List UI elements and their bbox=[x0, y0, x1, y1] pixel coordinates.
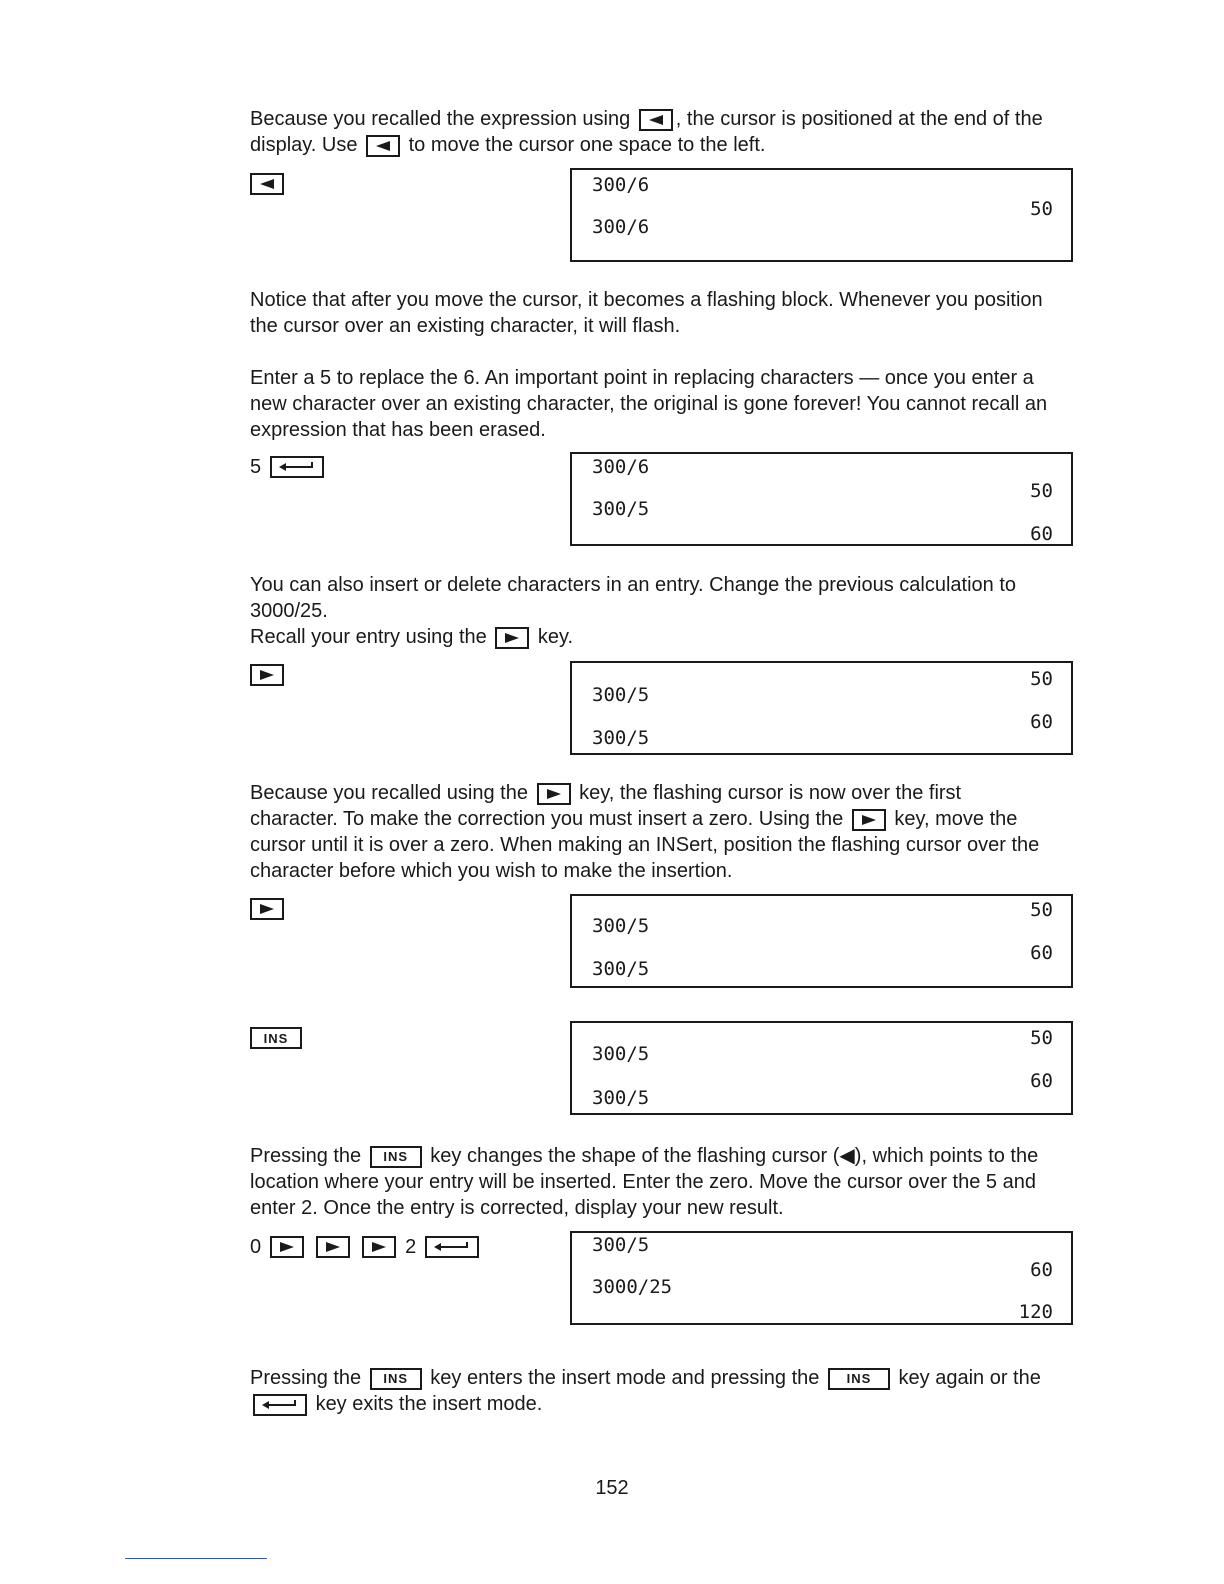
calculator-display-4 bbox=[570, 894, 1073, 988]
display-line-2: 300/5 bbox=[592, 498, 650, 520]
display-result-2: 60 bbox=[1030, 711, 1053, 733]
display-line-1: 300/5 bbox=[592, 915, 650, 937]
display-line-2: 300/5 bbox=[592, 958, 650, 980]
display-result-1: 50 bbox=[1030, 899, 1053, 921]
display-result-2: 60 bbox=[1030, 523, 1053, 545]
right-arrow-key-icon bbox=[495, 627, 529, 649]
display-result-2: 120 bbox=[1018, 1301, 1053, 1323]
display-line-1: 300/5 bbox=[592, 1234, 650, 1256]
left-arrow-key-icon bbox=[639, 109, 673, 131]
footer-rule bbox=[125, 1558, 267, 1559]
calculator-display-5 bbox=[570, 1021, 1073, 1115]
display-line-2: 3000/25 bbox=[592, 1276, 673, 1298]
keystroke-step-1 bbox=[250, 172, 287, 196]
right-arrow-key-icon bbox=[270, 1236, 304, 1258]
display-result-1: 50 bbox=[1030, 668, 1053, 690]
keystroke-step-6: 0 2 bbox=[250, 1235, 482, 1259]
calculator-display-6 bbox=[570, 1231, 1073, 1325]
ins-key: INS bbox=[370, 1146, 422, 1168]
calculator-display-2 bbox=[570, 452, 1073, 546]
ins-key: INS bbox=[250, 1027, 302, 1049]
notice-paragraph: Notice that after you move the cursor, it becomes a flashing block. Whenever you position the cursor over an existing character, it will flash. bbox=[250, 289, 1043, 337]
display-line-2: 300/6 bbox=[592, 216, 650, 238]
right-arrow-key-icon bbox=[250, 898, 284, 920]
display-result-1: 50 bbox=[1030, 198, 1053, 220]
enter-key-icon bbox=[253, 1394, 307, 1416]
cursor-paragraph: Because you recalled using the key, the flashing cursor is now over the first character. To make the correction you must insert a zero. Using the key, move the cursor until it is over a zero. When making an INSert, position the flashing cursor over the character before which you wish to make the insertion. bbox=[250, 782, 1040, 882]
display-result-2: 60 bbox=[1030, 1070, 1053, 1092]
ins-key: INS bbox=[370, 1368, 422, 1390]
display-result-2: 60 bbox=[1030, 942, 1053, 964]
display-line-2: 300/5 bbox=[592, 727, 650, 749]
right-arrow-key-icon bbox=[852, 809, 886, 831]
insert-mode-paragraph: Pressing the INS key enters the insert mode and pressing the INS key again or the key exits the insert mode. bbox=[250, 1367, 1041, 1415]
keystroke-step-4 bbox=[250, 897, 287, 921]
left-arrow-key-icon bbox=[366, 135, 400, 157]
insert-delete-paragraph: You can also insert or delete characters in an entry. Change the previous calculation to 3000/25. Recall your entry using the key. bbox=[250, 574, 1017, 648]
calculator-display-1 bbox=[570, 168, 1073, 262]
display-line-2: 300/5 bbox=[592, 1087, 650, 1109]
enter-key-icon bbox=[270, 456, 324, 478]
display-result-1: 50 bbox=[1030, 1027, 1053, 1049]
calculator-display-3 bbox=[570, 661, 1073, 755]
left-arrow-key-icon bbox=[250, 173, 284, 195]
display-line-1: 300/6 bbox=[592, 456, 650, 478]
keystroke-step-5 bbox=[250, 1026, 305, 1050]
keystroke-step-3 bbox=[250, 663, 287, 687]
right-arrow-key-icon bbox=[316, 1236, 350, 1258]
display-result-1: 60 bbox=[1030, 1259, 1053, 1281]
page-number: 152 bbox=[595, 1477, 629, 1499]
right-arrow-key-icon bbox=[362, 1236, 396, 1258]
display-result-1: 50 bbox=[1030, 480, 1053, 502]
ins-key: INS bbox=[828, 1368, 890, 1390]
keystroke-step-2: 5 bbox=[250, 455, 327, 479]
ins-cursor-paragraph: Pressing the INS key changes the shape of the flashing cursor (◀), which points to the location where your entry will be inserted. Enter the zero. Move the cursor over the 5 and enter 2. Once the entry is corrected, display your new result. bbox=[250, 1145, 1039, 1219]
right-arrow-key-icon bbox=[537, 783, 571, 805]
right-arrow-key-icon bbox=[250, 664, 284, 686]
replace-paragraph: Enter a 5 to replace the 6. An important point in replacing characters — once you enter a new character over an existing character, the original is gone forever! You cannot recall an expression that has been erased. bbox=[250, 367, 1048, 441]
display-line-1: 300/5 bbox=[592, 1043, 650, 1065]
display-line-1: 300/6 bbox=[592, 174, 650, 196]
intro-paragraph: Because you recalled the expression using , the cursor is positioned at the end of the display. Use to move the cursor one space to the left. bbox=[250, 108, 1043, 156]
enter-key-icon bbox=[425, 1236, 479, 1258]
display-line-1: 300/5 bbox=[592, 684, 650, 706]
